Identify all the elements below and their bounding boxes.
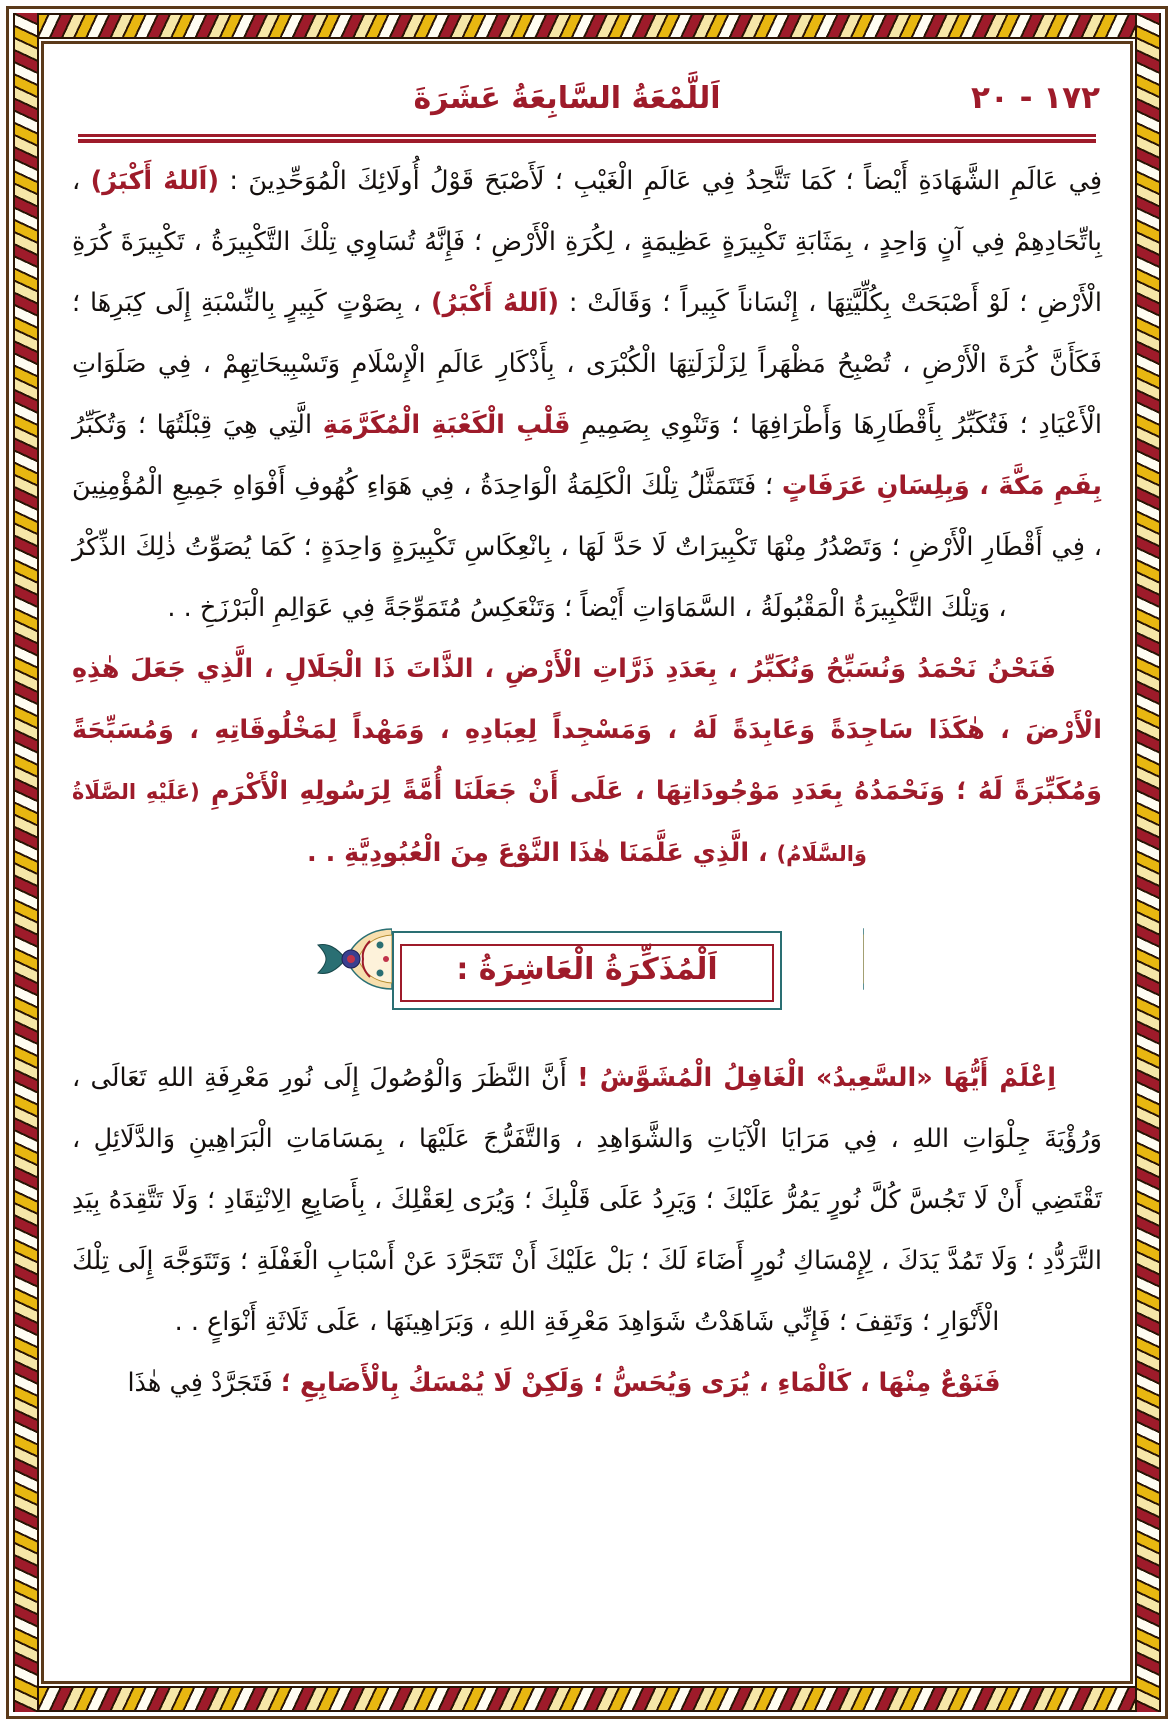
section-heading-title: اَلْمُذَكِّرَةُ الْعَاشِرَةُ :	[456, 952, 718, 987]
heading-box-inner	[400, 944, 773, 1002]
paragraph-four	[72, 1353, 1102, 1414]
border-chain-bottom	[13, 1686, 1161, 1712]
para2-segment-1: فَنَحْنُ نَحْمَدُ وَنُسَبِّحُ وَنُكَبِّرُ ، بِعَدَدِ ذَرَّاتِ الْأَرْضِ ، الذَّاتَ ذَا الْجَلَالِ ، الَّذِي جَعَلَ هٰذِهِ الْأَرْضَ ، هٰكَذَا سَاجِدَةً وَعَابِدَةً لَهُ ، وَمَسْجِداً لِعِبَادِهِ ، وَمَهْداً لِمَخْلُوقَاتِهِ ، وَمُسَبِّحَةً وَمُكَبِّرَةً لَهُ ؛ وَنَحْمَدُهُ بِعَدَدِ مَوْجُودَاتِهَا ، عَلَى أَنْ جَعَلَنَا أُمَّةً لِرَسُولِهِ الْأَكْرَمِ	[72, 654, 1102, 806]
para1-highlight-allahu-akbar-2: (اَللهُ أَكْبَرُ)	[431, 288, 559, 318]
honorific-sallallahu-alayhi-wasallam: (عَلَيْهِ الصَّلَاةُ وَالسَّلَامُ)	[72, 780, 867, 866]
page-header	[66, 62, 1108, 116]
para1-segment-3: ، بِصَوْتٍ كَبِيرٍ بِالنِّسْبَةِ إِلَى كِبَرِهَا ؛ فَكَأَنَّ كُرَةَ الْأَرْضِ ، تُصْبِحُ مَظْهَراً لِزَلْزَلَتِهَا الْكُبْرَى ، بِأَذْكَارِ عَالَمِ الْإِسْلَامِ وَتَسْبِيحَاتِهِمْ ، فِي صَلَوَاتِ الْأَعْيَادِ ؛ فَتُكَبِّرُ بِأَقْطَارِهَا وَأَطْرَافِهَا ؛ وَتَنْوِي بِصَمِيمِ	[72, 288, 1103, 440]
ornamental-section-heading	[72, 911, 1102, 1030]
para3-red-opening: اِعْلَمْ أَيُّهَا «السَّعِيدُ» الْغَافِلُ الْمُشَوَّشُ !	[577, 1063, 1056, 1093]
para1-segment-2: ، بِاتِّحَادِهِمْ فِي آنٍ وَاحِدٍ ، بِمَثَابَةِ تَكْبِيرَةٍ عَظِيمَةٍ ، لِكُرَةِ الْأَرْضِ ؛ فَإِنَّهُ تُسَاوِي تِلْكَ التَّكْبِيرَةُ ، تَكْبِيرَةَ كُرَةِ الْأَرْضِ ؛ لَوْ أَصْبَحَتْ بِكُلِّيَّتِهَا ، إِنْسَاناً كَبِيراً ؛ وَقَالَتْ :	[72, 166, 1102, 318]
ornament-wing-right-icon	[782, 911, 864, 1030]
para3-body: أَنَّ النَّظَرَ وَالْوُصُولَ إِلَى نُورِ مَعْرِفَةِ اللهِ تَعَالَى ، وَرُؤْيَةَ جِلْوَاتِ اللهِ ، فِي مَرَايَا الْآيَاتِ وَالشَّوَاهِدِ ، وَالتَّفَرُّجَ عَلَيْهَا ، بِمَسَامَاتِ الْبَرَاهِينِ وَالدَّلَائِلِ ، تَقْتَضِي أَنْ لَا تَجُسَّ كُلَّ نُورٍ يَمُرُّ عَلَيْكَ ؛ وَيَرِدُ عَلَى قَلْبِكَ ؛ وَيُرَى لِعَقْلِكَ ، بِأَصَابِعِ الِانْتِقَادِ ؛ وَلَا تَتَّقِدَهُ بِيَدِ التَّرَدُّدِ ؛ وَلَا تَمُدَّ يَدَكَ ، لِإِمْسَاكِ نُورٍ أَضَاءَ لَكَ ؛ بَلْ عَلَيْكَ أَنْ تَتَجَرَّدَ عَنْ أَسْبَابِ الْغَفْلَةِ ؛ وَتَتَوَجَّهَ إِلَى تِلْكَ الْأَنْوَارِ ؛ وَتَقِفَ ؛ فَإِنِّي شَاهَدْتُ شَوَاهِدَ مَعْرِفَةِ اللهِ ، وَبَرَاهِينَهَا ، عَلَى ثَلَاثَةِ أَنْوَاعٍ . .	[72, 1063, 1102, 1337]
para1-segment-5: ؛ فَتَتَمَثَّلُ تِلْكَ الْكَلِمَةُ الْوَاحِدَةُ ، فِي هَوَاءِ كُهُوفِ أَفْوَاهِ جَمِيعِ الْمُؤْمِنِينَ ، فِي أَقْطَارِ الْأَرْضِ ؛ وَتَصْدُرُ مِنْهَا تَكْبِيرَاتٌ لَا حَدَّ لَهَا ، بِانْعِكَاسِ تَكْبِيرَةٍ وَاحِدَةٍ ؛ كَمَا يُصَوِّتُ ذٰلِكَ الذِّكْرُ ، وَتِلْكَ التَّكْبِيرَةُ الْمَقْبُولَةُ ، السَّمَاوَاتِ أَيْضاً ؛ وَتَنْعَكِسُ مُتَمَوِّجَةً فِي عَوَالِمِ الْبَرْزَخِ . .	[72, 471, 1102, 623]
body-text-area	[66, 151, 1108, 1414]
chapter-title: اَللَّمْعَةُ السَّابِعَةُ عَشَرَةَ	[413, 81, 721, 116]
heading-box	[392, 931, 781, 1010]
border-chain-right	[1135, 13, 1161, 1712]
border-chain-left	[13, 13, 39, 1712]
para1-highlight-kaaba: قَلْبِ الْكَعْبَةِ الْمُكَرَّمَةِ	[322, 410, 571, 440]
para4-body: فَتَجَرَّدْ فِي هٰذَا	[127, 1368, 273, 1398]
folio-number: ١٧٢ - ٢٠	[970, 80, 1100, 116]
para1-highlight-makkah-arafat: بِفَمِ مَكَّةَ ، وَبِلِسَانِ عَرَفَاتٍ	[781, 471, 1103, 501]
para1-segment-1: فِي عَالَمِ الشَّهَادَةِ أَيْضاً ؛ كَمَا تَتَّحِدُ فِي عَالَمِ الْغَيْبِ ؛ لَأَصْبَحَ قَوْلُ أُولَائِكَ الْمُوَحِّدِينَ :	[229, 166, 1103, 196]
border-chain-top	[13, 13, 1161, 39]
para4-red-opening: فَنَوْعٌ مِنْهَا ، كَالْمَاءِ ، يُرَى وَيُحَسُّ ؛ وَلَكِنْ لَا يُمْسَكُ بِالْأَصَابِعِ ؛	[280, 1368, 1001, 1398]
header-divider-rule	[78, 132, 1096, 145]
para1-highlight-allahu-akbar-1: (اَللهُ أَكْبَرُ)	[90, 166, 220, 196]
para1-segment-4: الَّتِي هِيَ قِبْلَتُهَا ؛ وَتُكَبِّرُ	[72, 410, 313, 440]
paragraph-three	[72, 1048, 1102, 1353]
ornament-wing-left-icon	[310, 911, 392, 1030]
para2-segment-2: ، الَّذِي عَلَّمَنَا هٰذَا النَّوْعَ مِنَ الْعُبُودِيَّةِ . .	[307, 838, 768, 868]
paragraph-one	[72, 151, 1102, 639]
page-content	[52, 52, 1122, 1673]
paragraph-two-red	[72, 639, 1102, 885]
